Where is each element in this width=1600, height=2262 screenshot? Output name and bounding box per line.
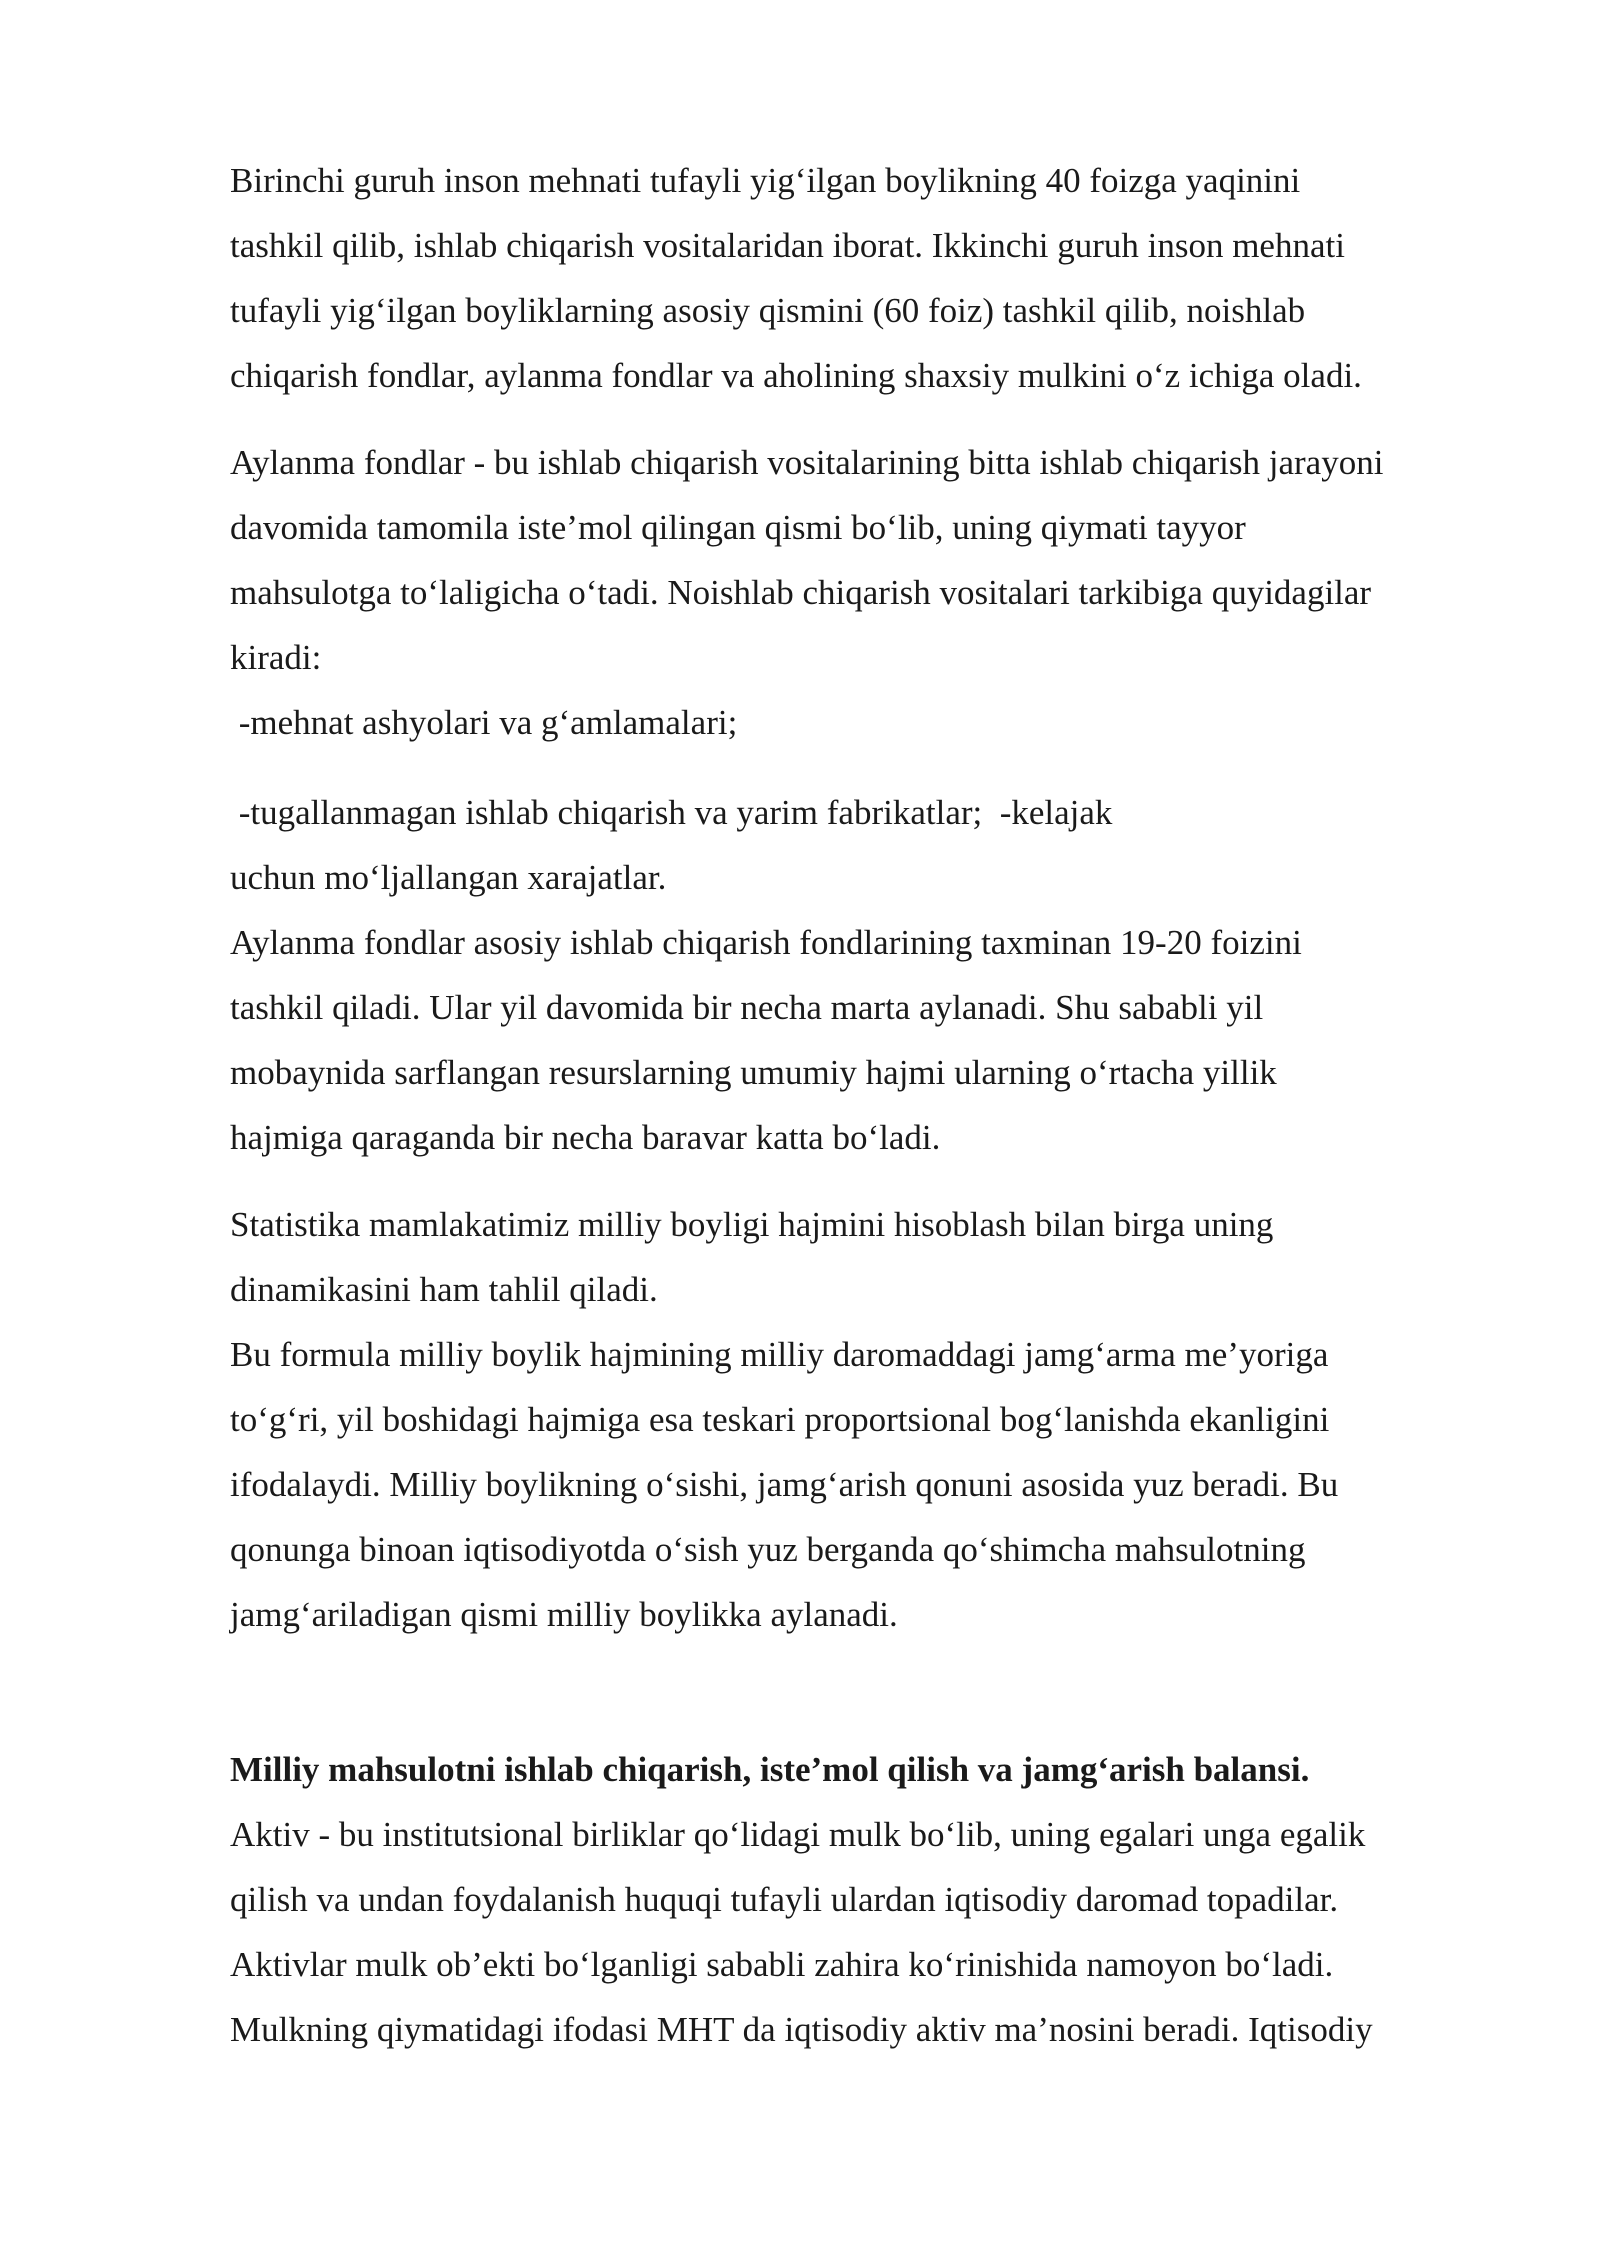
- text-line: Birinchi guruh inson mehnati tufayli yig‘ilgan boylikning 40 foizga yaqinini: [230, 161, 1301, 200]
- paragraph-statistics: [230, 1192, 1530, 1322]
- text-line: -mehnat ashyolari va g‘amlamalari;: [230, 703, 738, 742]
- text-line: tufayli yig‘ilgan boyliklarning asosiy qismini (60 foiz) tashkil qilib, noishlab: [230, 291, 1306, 330]
- paragraph-working-capital-definition: [230, 430, 1530, 690]
- text-line: jamg‘ariladigan qismi milliy boylikka aylanadi.: [230, 1595, 898, 1634]
- text-line: chiqarish fondlar, aylanma fondlar va aholining shaxsiy mulkini o‘z ichiga oladi.: [230, 356, 1362, 395]
- document-body: [230, 148, 1530, 2062]
- text-line: davomida tamomila iste’mol qilingan qismi bo‘lib, uning qiymati tayyor: [230, 508, 1246, 547]
- text-line: to‘g‘ri, yil boshidagi hajmiga esa teskari proportsional bog‘lanishda ekanligini: [230, 1400, 1330, 1439]
- text-line: Statistika mamlakatimiz milliy boyligi hajmini hisoblash bilan birga uning: [230, 1205, 1274, 1244]
- text-line: qonunga binoan iqtisodiyotda o‘sish yuz berganda qo‘shimcha mahsulotning: [230, 1530, 1306, 1569]
- spacer: [230, 408, 1530, 430]
- paragraph-working-capital-share: [230, 910, 1530, 1170]
- text-line: Bu formula milliy boylik hajmining milliy daromaddagi jamg‘arma me’yoriga: [230, 1335, 1329, 1374]
- heading-text: Milliy mahsulotni ishlab chiqarish, iste’mol qilish va jamg‘arish balansi.: [230, 1750, 1310, 1789]
- text-line: -tugallanmagan ishlab chiqarish va yarim fabrikatlar; -kelajak: [230, 793, 1113, 832]
- text-line: Aktivlar mulk ob’ekti bo‘lganligi sababli zahira ko‘rinishida namoyon bo‘ladi.: [230, 1945, 1334, 1984]
- text-line: mahsulotga to‘laligicha o‘tadi. Noishlab chiqarish vositalari tarkibiga quyidagilar: [230, 573, 1372, 612]
- spacer: [230, 755, 1530, 780]
- text-line: uchun mo‘ljallangan xarajatlar.: [230, 858, 667, 897]
- text-line: Aktiv - bu institutsional birliklar qo‘lidagi mulk bo‘lib, uning egalari unga egalik: [230, 1815, 1366, 1854]
- text-line: qilish va undan foydalanish huquqi tufayli ulardan iqtisodiy daromad topadilar.: [230, 1880, 1339, 1919]
- text-line: Aylanma fondlar - bu ishlab chiqarish vositalarining bitta ishlab chiqarish jarayoni: [230, 443, 1384, 482]
- paragraph-national-wealth-groups: [230, 148, 1530, 408]
- section-heading: [230, 1737, 1530, 1802]
- list-item-materials: [230, 690, 1530, 755]
- spacer: [230, 1647, 1530, 1737]
- paragraph-asset-definition: [230, 1802, 1530, 2062]
- text-line: mobaynida sarflangan resurslarning umumiy hajmi ularning o‘rtacha yillik: [230, 1053, 1277, 1092]
- text-line: kiradi:: [230, 638, 322, 677]
- text-line: hajmiga qaraganda bir necha baravar katta bo‘ladi.: [230, 1118, 941, 1157]
- spacer: [230, 1170, 1530, 1192]
- text-line: tashkil qiladi. Ular yil davomida bir necha marta aylanadi. Shu sababli yil: [230, 988, 1264, 1027]
- list-item-unfinished-production: [230, 780, 1530, 910]
- text-line: Mulkning qiymatidagi ifodasi MHT da iqtisodiy aktiv ma’nosini beradi. Iqtisodiy: [230, 2010, 1373, 2049]
- text-line: Aylanma fondlar asosiy ishlab chiqarish fondlarining taxminan 19-20 foizini: [230, 923, 1302, 962]
- text-line: tashkil qilib, ishlab chiqarish vositalaridan iborat. Ikkinchi guruh inson mehnati: [230, 226, 1345, 265]
- text-line: dinamikasini ham tahlil qiladi.: [230, 1270, 658, 1309]
- text-line: ifodalaydi. Milliy boylikning o‘sishi, jamg‘arish qonuni asosida yuz beradi. Bu: [230, 1465, 1339, 1504]
- paragraph-formula: [230, 1322, 1530, 1647]
